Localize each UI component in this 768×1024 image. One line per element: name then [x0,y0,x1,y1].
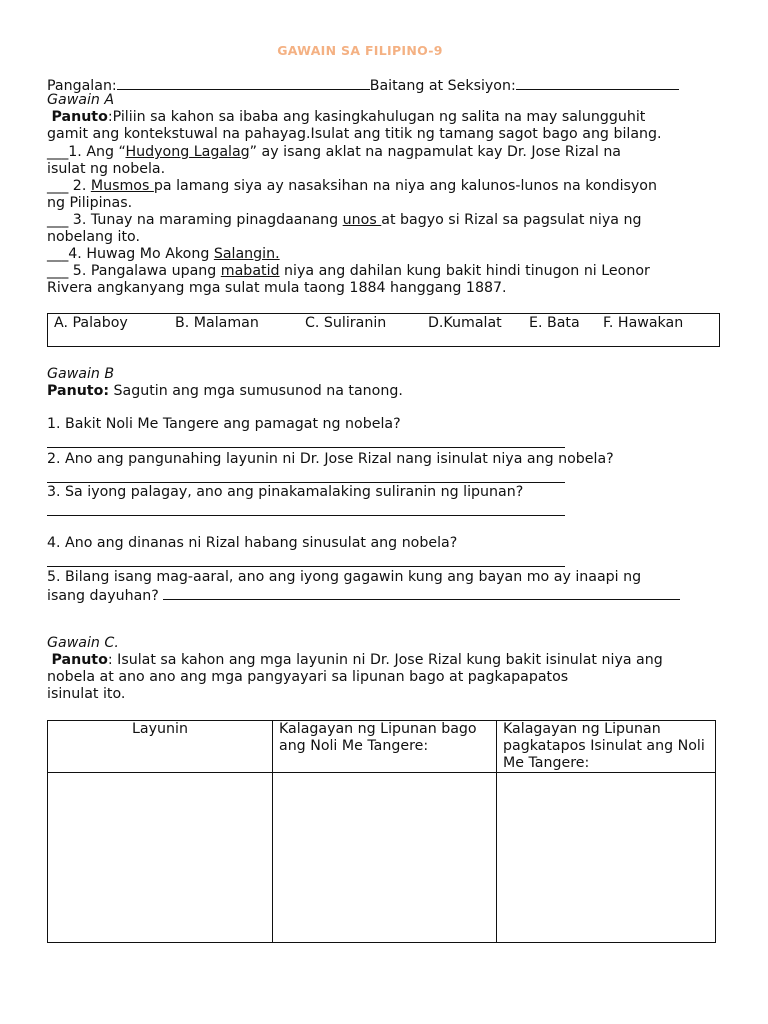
item-3: ___ 3. Tunay na maraming pinagdaanang unos at bagyo si Rizal sa pagsulat niya ng [47,212,642,228]
name-label: Pangalan: [47,78,117,94]
answer-line-5[interactable] [163,586,680,600]
choice-a: A. Palaboy [54,315,128,331]
answer-line-4[interactable] [47,566,565,567]
gawain-c-instructions-cont2: isinulat ito. [47,686,126,702]
gawain-b-instructions: Panuto: Sagutin ang mga sumusunod na tanong. [47,383,403,399]
underlined-word: unos [342,212,382,228]
answer-cell-layunin[interactable] [48,773,273,943]
item-2-cont: ng Pilipinas. [47,195,133,211]
gawain-a-instructions-cont: gamit ang kontekstuwal na pahayag.Isulat ang titik ng tamang sagot bago ang bilang. [47,126,662,142]
item-5: ___ 5. Pangalawa upang mabatid niya ang dahilan kung bakit hindi tinugon ni Leonor [47,263,650,279]
item-2: ___ 2. Musmos pa lamang siya ay nasaksihan na niya ang kalunos-lunos na kondisyon [47,178,657,194]
choice-f: F. Hawakan [603,315,684,331]
answer-line-2[interactable] [47,482,565,483]
gawain-b-heading: Gawain B [47,366,115,382]
section-blank[interactable] [516,76,679,90]
underlined-word: Musmos [90,178,154,194]
gawain-c-heading: Gawain C. [47,635,119,651]
panuto-label: Panuto [51,109,108,125]
gawain-a-instructions: Panuto:Piliin sa kahon sa ibaba ang kasingkahulugan ng salita na may salungguhit [51,109,646,125]
item-3-cont: nobelang ito. [47,229,140,245]
column-header-bago: Kalagayan ng Lipunan bago ang Noli Me Tangere: [273,721,497,773]
question-5-cont: isang dayuhan? [47,586,680,605]
panuto-label: Panuto [51,652,108,668]
answer-cell-bago[interactable] [273,773,497,943]
answer-line-1[interactable] [47,447,565,448]
item-1: ___1. Ang “Hudyong Lagalag” ay isang aklat na nagpamulat kay Dr. Jose Rizal na [47,144,622,160]
section-label: Baitang at Seksiyon: [369,78,516,94]
column-header-layunin: Layunin [48,721,273,773]
gawain-c-instructions: Panuto: Isulat sa kahon ang mga layunin ni Dr. Jose Rizal kung bakit isinulat niya ang [51,652,663,668]
choice-e: E. Bata [529,315,580,331]
underlined-word: Salangin. [213,246,280,262]
question-5: 5. Bilang isang mag-aaral, ano ang iyong gagawin kung ang bayan mo ay inaapi ng [47,569,642,585]
question-2: 2. Ano ang pangunahing layunin ni Dr. Jose Rizal nang isinulat niya ang nobela? [47,451,614,467]
question-1: 1. Bakit Noli Me Tangere ang pamagat ng nobela? [47,416,401,432]
choices-box [47,313,720,347]
column-header-pagkatapos: Kalagayan ng Lipunan pagkatapos Isinulat ang Noli Me Tangere: [497,721,716,773]
choice-b: B. Malaman [175,315,259,331]
item-4: ___4. Huwag Mo Akong Salangin. [47,246,280,262]
underlined-word: mabatid [220,263,280,279]
choice-c: C. Suliranin [305,315,387,331]
question-4: 4. Ano ang dinanas ni Rizal habang sinusulat ang nobela? [47,535,458,551]
panuto-label: Panuto: [47,383,109,399]
question-3: 3. Sa iyong palagay, ano ang pinakamalaking suliranin ng lipunan? [47,484,524,500]
answer-table [47,720,716,943]
item-5-cont: Rivera angkanyang mga sulat mula taong 1884 hanggang 1887. [47,280,507,296]
choice-d: D.Kumalat [428,315,502,331]
gawain-c-instructions-cont: nobela at ano ano ang mga pangyayari sa lipunan bago at pagkapapatos [47,669,569,685]
header-line [47,76,679,95]
gawain-a-heading: Gawain A [47,92,115,108]
item-1-cont: isulat ng nobela. [47,161,166,177]
answer-cell-pagkatapos[interactable] [497,773,716,943]
worksheet-title: GAWAIN SA FILIPINO-9 [277,43,443,58]
answer-line-3[interactable] [47,515,565,516]
underlined-word: Hudyong Lagalag [125,144,250,160]
name-blank[interactable] [117,76,370,90]
